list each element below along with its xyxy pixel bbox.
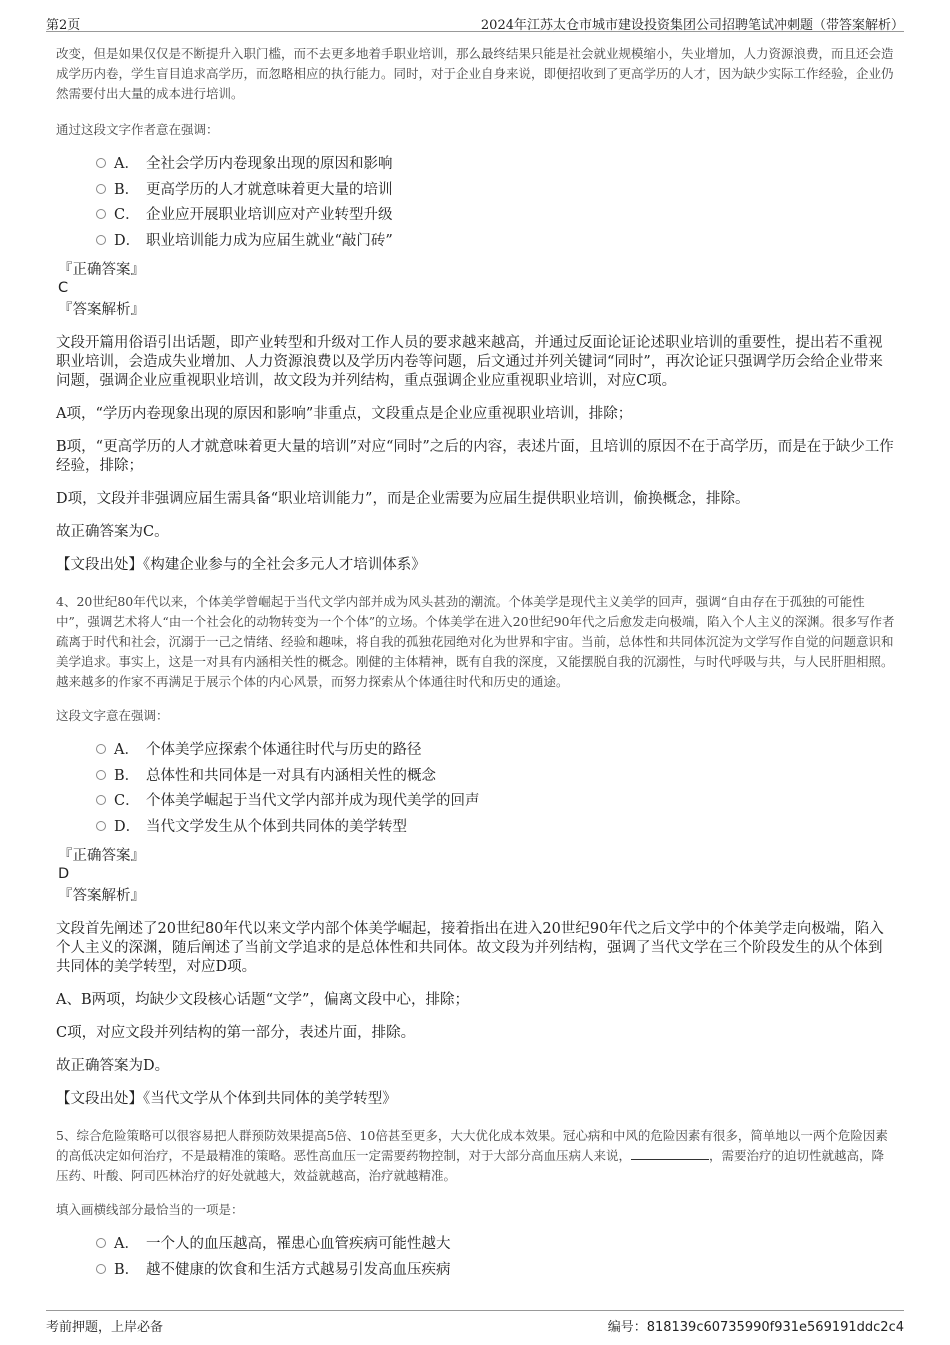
radio-icon[interactable]: [96, 184, 106, 194]
q4-answer: D: [58, 866, 70, 882]
q3-source: 【文段出处】《构建企业参与的全社会多元人才培训体系》: [56, 557, 426, 573]
q3-option-a[interactable]: A． 全社会学历内卷现象出现的原因和影响: [96, 153, 393, 175]
page-header: [46, 10, 904, 32]
radio-icon[interactable]: [96, 1238, 106, 1248]
q4-analysis-label: 『答案解析』: [58, 888, 145, 904]
q4-source: 【文段出处】《当代文学从个体到共同体的美学转型》: [56, 1091, 397, 1107]
radio-icon[interactable]: [96, 158, 106, 168]
q3-answer-label: 『正确答案』: [58, 262, 145, 278]
q4-analysis-4: 故正确答案为D。: [56, 1058, 170, 1074]
q4-option-d[interactable]: D． 当代文学发生从个体到共同体的美学转型: [96, 816, 407, 838]
q3-analysis-label: 『答案解析』: [58, 302, 145, 318]
radio-icon[interactable]: [96, 209, 106, 219]
q3-analysis-3: B项，“更高学历的人才就意味着更大量的培训”对应“同时”之后的内容，表述片面，且培训的原因不在于高学历，而是在于缺少工作经验，排除；: [56, 439, 894, 474]
q5-option-a[interactable]: A． 一个人的血压越高，罹患心血管疾病可能性越大: [96, 1233, 451, 1255]
radio-icon[interactable]: [96, 235, 106, 245]
q5-option-b[interactable]: B． 越不健康的饮食和生活方式越易引发高血压疾病: [96, 1259, 451, 1281]
q3-question: 通过这段文字作者意在强调：: [56, 122, 219, 137]
document-code: 编号：818139c60735990f931e569191ddc2c4: [607, 1320, 904, 1335]
q4-analysis-2: A、B两项，均缺少文段核心话题“文学”，偏离文段中心，排除；: [56, 992, 469, 1008]
radio-icon[interactable]: [96, 821, 106, 831]
q3-answer: C: [58, 280, 69, 296]
page-number: 第2页: [46, 18, 81, 33]
q5-passage: 5、综合危险策略可以很容易把人群预防效果提高5倍、10倍甚至更多，大大优化成本效果。冠心病和中风的危险因素有很多，简单地以一两个危险因素的高低决定如何治疗，不是最精准的策略。恶性高血压一定需要药物控制，对于大部分高血压病人来说， ，需要治疗的迫切性就越高，降压药、叶酸、阿司匹林治疗的好处就越大，效益就越高，治疗就越精准。: [56, 1128, 888, 1183]
q3-passage-tail: 改变，但是如果仅仅是不断提升入职门槛，而不去更多地着手职业培训，那么最终结果只能是社会就业规模缩小，失业增加，人力资源浪费，而且还会造成学历内卷，学生盲目追求高学历，而忽略相应的执行能力。同时，对于企业自身来说，即便招收到了更高学历的人才，因为缺少实际工作经验，企业仍然需要付出大量的成本进行培训。: [56, 46, 894, 101]
q4-option-c[interactable]: C． 个体美学崛起于当代文学内部并成为现代美学的回声: [96, 790, 480, 812]
q3-analysis-1: 文段开篇用俗语引出话题，即产业转型和升级对工作人员的要求越来越高，并通过反面论证论述职业培训的重要性，提出若不重视职业培训，会造成失业增加、人力资源浪费以及学历内卷等问题，后文通过并列关键词“同时”，再次论证只强调学历会给企业带来问题，强调企业应重视职业培训，故文段为并列结构，重点强调企业应重视职业培训，对应C项。: [56, 335, 883, 389]
q3-analysis-5: 故正确答案为C。: [56, 524, 169, 540]
q3-option-c[interactable]: C． 企业应开展职业培训应对产业转型升级: [96, 204, 393, 226]
document-title: 2024年江苏太仓市城市建设投资集团公司招聘笔试冲刺题（带答案解析）: [480, 18, 904, 33]
q3-option-b[interactable]: B． 更高学历的人才就意味着更大量的培训: [96, 179, 393, 201]
q3-option-d[interactable]: D． 职业培训能力成为应届生就业“敲门砖”: [96, 230, 393, 252]
q4-analysis-1: 文段首先阐述了20世纪80年代以来文学内部个体美学崛起，接着指出在进入20世纪90年代之后文学中的个体美学走向极端，陷入个人主义的深渊，随后阐述了当前文学追求的是总体性和共同体。故文段为并列结构，强调了当代文学在三个阶段发生的从个体到共同体的美学转型，对应D项。: [56, 921, 884, 975]
footer-slogan: 考前押题，上岸必备: [46, 1320, 164, 1335]
radio-icon[interactable]: [96, 770, 106, 780]
q4-question: 这段文字意在强调：: [56, 708, 169, 723]
radio-icon[interactable]: [96, 795, 106, 805]
q3-analysis-2: A项，“学历内卷现象出现的原因和影响”非重点，文段重点是企业应重视职业培训，排除；: [56, 406, 633, 422]
q4-passage: 4、20世纪80年代以来，个体美学曾崛起于当代文学内部并成为风头甚劲的潮流。个体美学是现代主义美学的回声，强调“自由存在于孤独的可能性中”，强调艺术将人“由一个社会化的动物转变为一个个体”的立场。个体美学在进入20世纪90年代之后愈发走向极端，陷入个人主义的深渊。很多写作者疏离于时代和社会，沉溺于一己之情绪、经验和趣味，将自我的孤独花园绝对化为世界和宇宙。当前，总体性和共同体沉淀为文学写作自觉的问题意识和美学追求。事实上，这是一对具有内涵相关性的概念。刚健的主体精神，既有自我的深度，又能摆脱自我的沉溺性，与时代呼吸与共，与人民肝胆相照。越来越多的作家不再满足于展示个体的内心风景，而努力探索从个体通往时代和历史的通途。: [56, 594, 895, 689]
q4-answer-label: 『正确答案』: [58, 848, 145, 864]
q4-option-a[interactable]: A． 个体美学应探索个体通往时代与历史的路径: [96, 739, 422, 761]
q4-analysis-3: C项，对应文段并列结构的第一部分，表述片面，排除。: [56, 1025, 416, 1041]
fill-blank: [631, 1148, 709, 1160]
radio-icon[interactable]: [96, 1264, 106, 1274]
q5-question: 填入画横线部分最恰当的一项是：: [56, 1202, 244, 1217]
q4-option-b[interactable]: B． 总体性和共同体是一对具有内涵相关性的概念: [96, 765, 436, 787]
q3-analysis-4: D项，文段并非强调应届生需具备“职业培训能力”，而是企业需要为应届生提供职业培训，偷换概念，排除。: [56, 491, 750, 507]
radio-icon[interactable]: [96, 744, 106, 754]
page-footer: [46, 1310, 904, 1336]
